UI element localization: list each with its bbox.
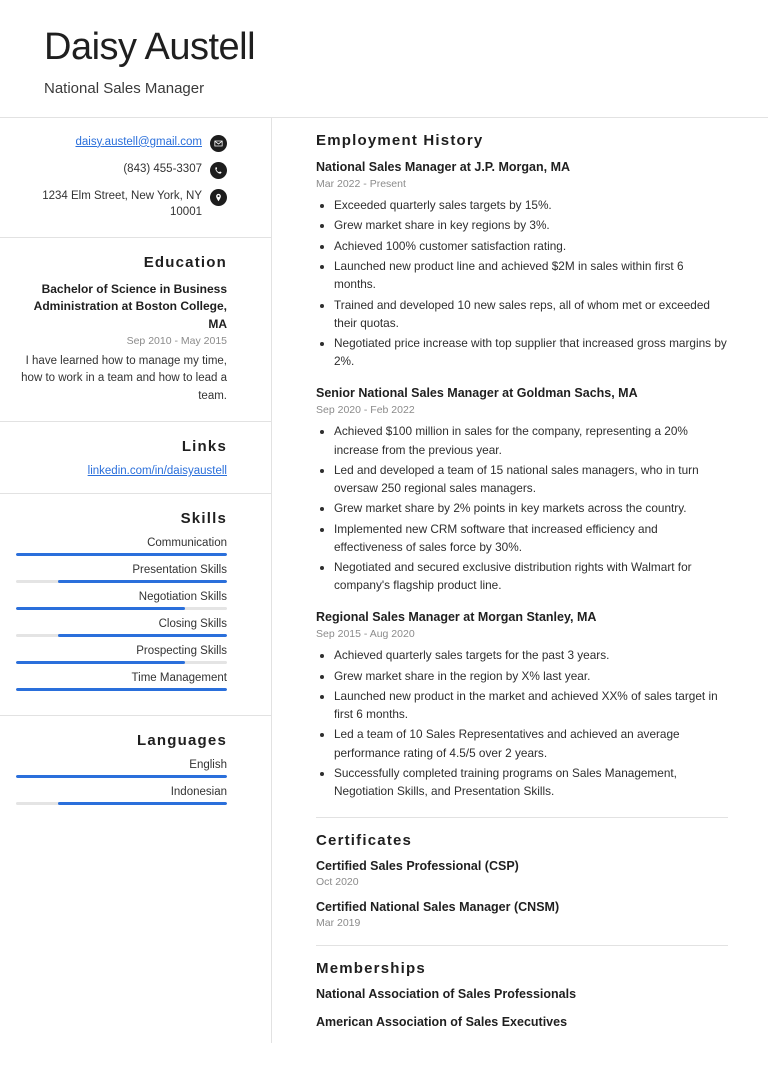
phone-icon bbox=[210, 162, 227, 179]
list-item: • Grew market share in the region by X% last year. bbox=[334, 667, 728, 685]
certificate-item bbox=[316, 859, 728, 888]
skill-item bbox=[16, 786, 227, 805]
job-date: Mar 2022 - Present bbox=[316, 178, 406, 191]
sidebar bbox=[0, 118, 272, 1043]
skill-item bbox=[16, 618, 227, 637]
skills-block bbox=[0, 494, 271, 716]
list-item: • Led and developed a team of 15 national sales managers, who in turn oversaw 250 regional sales managers. bbox=[334, 461, 728, 498]
skill-level-fill bbox=[58, 634, 227, 637]
list-item: • Achieved $100 million in sales for the company, representing a 20% increase from the previous year. bbox=[334, 422, 728, 459]
list-item: • Launched new product line and achieved $2M in sales within first 6 months. bbox=[334, 257, 728, 294]
map-pin-icon bbox=[210, 189, 227, 206]
skill-item bbox=[16, 537, 227, 556]
memberships-heading: Memberships bbox=[316, 959, 426, 977]
skill-label: Indonesian bbox=[170, 785, 227, 798]
employment-heading: Employment History bbox=[316, 131, 484, 149]
memberships-list bbox=[316, 987, 728, 1029]
skill-label: Prospecting Skills bbox=[136, 644, 227, 657]
skill-level-fill bbox=[16, 553, 227, 556]
jobs-list bbox=[316, 159, 728, 801]
skill-level-fill bbox=[16, 688, 227, 691]
contact-phone-row bbox=[16, 161, 227, 179]
skill-label: Communication bbox=[147, 536, 227, 549]
list-item: • Exceeded quarterly sales targets by 15%. bbox=[334, 196, 728, 214]
skill-level-fill bbox=[16, 661, 185, 664]
contact-address-row bbox=[16, 188, 227, 221]
job-bullet-list bbox=[316, 646, 728, 800]
main-content bbox=[272, 118, 768, 1043]
skill-level-bar bbox=[16, 634, 227, 637]
skill-label: Closing Skills bbox=[158, 617, 227, 630]
skill-level-bar bbox=[16, 580, 227, 583]
email-link[interactable]: daisy.austell@gmail.com bbox=[75, 135, 202, 148]
certificate-title: Certified National Sales Manager (CNSM) bbox=[316, 899, 560, 914]
list-item: • Achieved 100% customer satisfaction rating. bbox=[334, 237, 728, 255]
envelope-icon bbox=[210, 135, 227, 152]
skill-level-bar bbox=[16, 802, 227, 805]
skill-level-fill bbox=[58, 580, 227, 583]
certificate-date: Oct 2020 bbox=[316, 875, 359, 888]
job-bullet-list bbox=[316, 196, 728, 371]
list-item: • Negotiated and secured exclusive distribution rights with Walmart for company's flagship product line. bbox=[334, 558, 728, 595]
resume-body bbox=[0, 118, 768, 1043]
list-item: • Negotiated price increase with top supplier that increased gross margins by 2%. bbox=[334, 334, 728, 371]
job-date: Sep 2015 - Aug 2020 bbox=[316, 628, 415, 641]
skill-level-bar bbox=[16, 607, 227, 610]
certificate-item bbox=[316, 900, 728, 929]
contact-block bbox=[0, 118, 271, 238]
list-item: • Successfully completed training programs on Sales Management, Negotiation Skills, and Presentation Skills. bbox=[334, 764, 728, 801]
job-title: Regional Sales Manager at Morgan Stanley, MA bbox=[316, 609, 597, 624]
list-item: • Launched new product in the market and achieved XX% of sales target in first 6 months. bbox=[334, 687, 728, 724]
certificates-heading: Certificates bbox=[316, 831, 413, 849]
certificates-list bbox=[316, 859, 728, 929]
skill-level-bar bbox=[16, 553, 227, 556]
education-degree: Bachelor of Science in Business Administration at Boston College, MA bbox=[33, 282, 227, 331]
skill-level-bar bbox=[16, 775, 227, 778]
skill-label: Time Management bbox=[131, 671, 227, 684]
page-title: Daisy Austell bbox=[44, 26, 256, 68]
skill-item bbox=[16, 672, 227, 691]
education-description: I have learned how to manage my time, how to work in a team and how to lead a team. bbox=[21, 355, 227, 402]
skill-label: Negotiation Skills bbox=[138, 590, 227, 603]
certificates-section bbox=[316, 832, 728, 929]
languages-list bbox=[16, 759, 227, 805]
memberships-section bbox=[316, 960, 728, 1029]
list-item: • Grew market share by 2% points in key markets across the country. bbox=[334, 499, 728, 517]
skill-item bbox=[16, 591, 227, 610]
skills-list bbox=[16, 537, 227, 691]
list-item: • Trained and developed 10 new sales reps, all of whom met or exceeded their quotas. bbox=[334, 296, 728, 333]
list-item: • Implemented new CRM software that increased efficiency and effectiveness of sales force by 30%. bbox=[334, 520, 728, 557]
skills-heading: Skills bbox=[180, 509, 227, 527]
list-item: • Grew market share in key regions by 3%. bbox=[334, 216, 728, 234]
skill-label: Presentation Skills bbox=[132, 563, 227, 576]
links-heading: Links bbox=[181, 437, 227, 455]
job-date: Sep 2020 - Feb 2022 bbox=[316, 404, 415, 417]
membership-item: National Association of Sales Professionals bbox=[316, 986, 577, 1001]
certificate-date: Mar 2019 bbox=[316, 916, 361, 929]
link-item[interactable]: linkedin.com/in/daisyaustell bbox=[87, 464, 227, 477]
job-bullet-list bbox=[316, 422, 728, 595]
section-divider bbox=[316, 945, 728, 946]
resume-header bbox=[0, 0, 768, 118]
education-date: Sep 2010 - May 2015 bbox=[126, 335, 227, 348]
education-heading: Education bbox=[143, 254, 227, 272]
languages-block bbox=[0, 716, 271, 829]
list-item: • Led a team of 10 Sales Representatives and achieved an average performance rating of 4.5/5 over 2 years. bbox=[334, 725, 728, 762]
contact-email-row[interactable] bbox=[16, 134, 227, 152]
skill-item bbox=[16, 564, 227, 583]
links-block bbox=[0, 422, 271, 494]
skill-level-bar bbox=[16, 688, 227, 691]
employment-section bbox=[316, 132, 728, 801]
certificate-title: Certified Sales Professional (CSP) bbox=[316, 858, 519, 873]
skill-item bbox=[16, 645, 227, 664]
skill-level-bar bbox=[16, 661, 227, 664]
education-block bbox=[0, 238, 271, 422]
phone-text: (843) 455-3307 bbox=[123, 162, 202, 175]
languages-heading: Languages bbox=[137, 731, 227, 749]
job-title-subtitle: National Sales Manager bbox=[44, 79, 205, 97]
skill-level-fill bbox=[16, 607, 185, 610]
section-divider bbox=[316, 817, 728, 818]
skill-level-fill bbox=[58, 802, 227, 805]
job-title: Senior National Sales Manager at Goldman Sachs, MA bbox=[316, 385, 638, 400]
address-text: 1234 Elm Street, New York, NY 10001 bbox=[42, 189, 202, 219]
membership-item: American Association of Sales Executives bbox=[316, 1014, 568, 1029]
skill-label: English bbox=[189, 758, 227, 771]
skill-level-fill bbox=[16, 775, 227, 778]
list-item: • Achieved quarterly sales targets for the past 3 years. bbox=[334, 646, 728, 664]
skill-item bbox=[16, 759, 227, 778]
job-title: National Sales Manager at J.P. Morgan, MA bbox=[316, 159, 571, 174]
